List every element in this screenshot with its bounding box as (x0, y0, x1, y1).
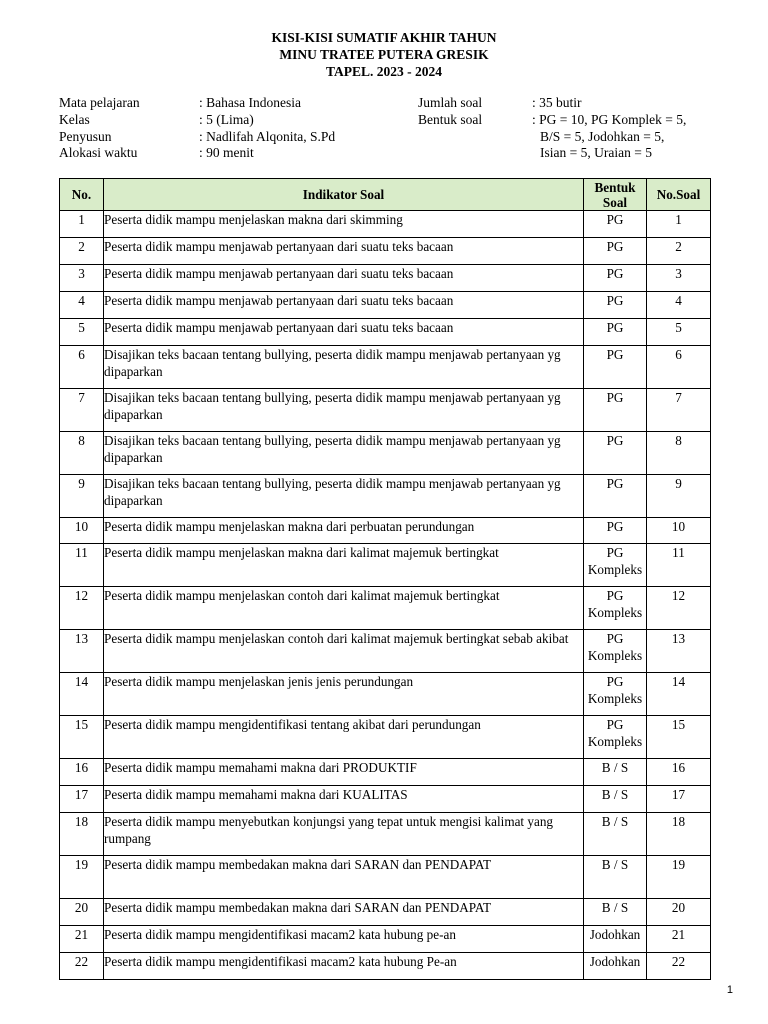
row-no: 5 (60, 319, 104, 346)
header-bentuk-line1: Bentuk (594, 179, 636, 195)
row-indikator: Peserta didik mampu mengidentifikasi tentang akibat dari perundungan (104, 716, 584, 759)
header-bentuk-line2: Soal (602, 194, 628, 210)
row-bentuk: PG (584, 518, 647, 544)
row-nosoal: 16 (647, 759, 711, 786)
row-indikator: Peserta didik mampu menjelaskan makna dari skimming (104, 211, 584, 238)
table-row (60, 544, 711, 587)
alokasi-label: Alokasi waktu (59, 145, 138, 160)
row-bentuk: PG Kompleks (584, 587, 647, 630)
doc-title-line2: MINU TRATEE PUTERA GRESIK (279, 47, 489, 62)
table-row (60, 346, 711, 389)
row-bentuk: B / S (584, 856, 647, 899)
row-no: 22 (60, 953, 104, 980)
row-indikator: Disajikan teks bacaan tentang bullying, peserta didik mampu menjawab pertanyaan yg dipaparkan (104, 389, 584, 432)
row-nosoal: 8 (647, 432, 711, 475)
row-no: 7 (60, 389, 104, 432)
row-indikator: Peserta didik mampu menjelaskan makna dari perbuatan perundungan (104, 518, 584, 544)
row-bentuk: PG (584, 432, 647, 475)
header-indikator: Indikator Soal (104, 179, 584, 211)
row-nosoal: 7 (647, 389, 711, 432)
row-bentuk: B / S (584, 759, 647, 786)
doc-title-line3: TAPEL. 2023 - 2024 (325, 64, 442, 79)
row-no: 10 (60, 518, 104, 544)
penyusun-label: Penyusun (59, 129, 112, 144)
row-indikator: Peserta didik mampu menjawab pertanyaan dari suatu teks bacaan (104, 319, 584, 346)
row-nosoal: 20 (647, 899, 711, 926)
table-row (60, 759, 711, 786)
row-no: 20 (60, 899, 104, 926)
header-no: No. (60, 179, 104, 211)
row-indikator: Peserta didik mampu menjawab pertanyaan dari suatu teks bacaan (104, 292, 584, 319)
row-no: 3 (60, 265, 104, 292)
bentuk-value-line3: Isian = 5, Uraian = 5 (540, 145, 652, 160)
mapel-label: Mata pelajaran (59, 95, 140, 110)
bentuk-label: Bentuk soal (418, 112, 483, 127)
row-bentuk: PG (584, 238, 647, 265)
alokasi-value: : 90 menit (199, 145, 254, 160)
row-nosoal: 17 (647, 786, 711, 813)
row-bentuk: PG Kompleks (584, 544, 647, 587)
table-row (60, 856, 711, 899)
row-no: 12 (60, 587, 104, 630)
row-bentuk: B / S (584, 899, 647, 926)
row-no: 1 (60, 211, 104, 238)
row-no: 21 (60, 926, 104, 953)
table-row (60, 389, 711, 432)
table-row (60, 716, 711, 759)
table-row (60, 813, 711, 856)
row-no: 13 (60, 630, 104, 673)
table-row (60, 518, 711, 544)
row-indikator: Peserta didik mampu mengidentifikasi macam2 kata hubung Pe-an (104, 953, 584, 980)
table-row (60, 319, 711, 346)
row-bentuk: PG (584, 211, 647, 238)
table-row (60, 899, 711, 926)
header-bentuk (584, 179, 647, 211)
row-no: 9 (60, 475, 104, 518)
header-nosoal: No.Soal (647, 179, 711, 211)
jumlah-value: : 35 butir (532, 95, 582, 110)
row-bentuk: B / S (584, 786, 647, 813)
row-nosoal: 5 (647, 319, 711, 346)
penyusun-value: : Nadlifah Alqonita, S.Pd (199, 129, 336, 144)
row-nosoal: 22 (647, 953, 711, 980)
row-indikator: Disajikan teks bacaan tentang bullying, peserta didik mampu menjawab pertanyaan yg dipaparkan (104, 475, 584, 518)
row-indikator: Peserta didik mampu membedakan makna dari SARAN dan PENDAPAT (104, 856, 584, 899)
row-nosoal: 3 (647, 265, 711, 292)
row-indikator: Peserta didik mampu memahami makna dari KUALITAS (104, 786, 584, 813)
jumlah-label: Jumlah soal (418, 95, 483, 110)
row-bentuk: PG Kompleks (584, 630, 647, 673)
row-no: 14 (60, 673, 104, 716)
row-indikator: Peserta didik mampu mengidentifikasi macam2 kata hubung pe-an (104, 926, 584, 953)
row-indikator: Peserta didik mampu menjawab pertanyaan dari suatu teks bacaan (104, 238, 584, 265)
row-no: 15 (60, 716, 104, 759)
table-row (60, 432, 711, 475)
row-no: 6 (60, 346, 104, 389)
row-bentuk: PG (584, 346, 647, 389)
row-no: 8 (60, 432, 104, 475)
table-row (60, 630, 711, 673)
row-no: 11 (60, 544, 104, 587)
row-nosoal: 12 (647, 587, 711, 630)
row-bentuk: PG (584, 389, 647, 432)
row-indikator: Peserta didik mampu menjelaskan contoh dari kalimat majemuk bertingkat sebab akibat (104, 630, 584, 673)
table-row (60, 475, 711, 518)
mapel-value: : Bahasa Indonesia (199, 95, 301, 110)
kelas-label: Kelas (59, 112, 90, 127)
row-no: 16 (60, 759, 104, 786)
row-nosoal: 2 (647, 238, 711, 265)
row-nosoal: 19 (647, 856, 711, 899)
row-nosoal: 6 (647, 346, 711, 389)
row-indikator: Peserta didik mampu menjelaskan contoh dari kalimat majemuk bertingkat (104, 587, 584, 630)
table-row (60, 211, 711, 238)
row-no: 2 (60, 238, 104, 265)
row-bentuk: B / S (584, 813, 647, 856)
row-no: 19 (60, 856, 104, 899)
row-nosoal: 14 (647, 673, 711, 716)
row-bentuk: Jodohkan (584, 953, 647, 980)
table-row (60, 926, 711, 953)
doc-title-line1: KISI-KISI SUMATIF AKHIR TAHUN (271, 30, 497, 45)
row-bentuk: PG Kompleks (584, 673, 647, 716)
table-row (60, 238, 711, 265)
row-nosoal: 9 (647, 475, 711, 518)
row-bentuk: PG (584, 319, 647, 346)
row-bentuk: PG (584, 265, 647, 292)
row-nosoal: 1 (647, 211, 711, 238)
bentuk-value-line2: B/S = 5, Jodohkan = 5, (540, 129, 665, 144)
row-indikator: Disajikan teks bacaan tentang bullying, peserta didik mampu menjawab pertanyaan yg dipaparkan (104, 432, 584, 475)
row-nosoal: 18 (647, 813, 711, 856)
row-indikator: Peserta didik mampu memahami makna dari PRODUKTIF (104, 759, 584, 786)
row-no: 4 (60, 292, 104, 319)
bentuk-value-line1: : PG = 10, PG Komplek = 5, (532, 112, 687, 127)
row-indikator: Peserta didik mampu menyebutkan konjungsi yang tepat untuk mengisi kalimat yang rumpang (104, 813, 584, 856)
row-nosoal: 13 (647, 630, 711, 673)
row-indikator: Peserta didik mampu menjelaskan makna dari kalimat majemuk bertingkat (104, 544, 584, 587)
row-bentuk: Jodohkan (584, 926, 647, 953)
table-row (60, 673, 711, 716)
row-indikator: Peserta didik mampu membedakan makna dari SARAN dan PENDAPAT (104, 899, 584, 926)
table-header-row (60, 179, 711, 211)
table-row (60, 587, 711, 630)
row-indikator: Peserta didik mampu menjelaskan jenis jenis perundungan (104, 673, 584, 716)
row-indikator: Disajikan teks bacaan tentang bullying, peserta didik mampu menjawab pertanyaan yg dipaparkan (104, 346, 584, 389)
row-indikator: Peserta didik mampu menjawab pertanyaan dari suatu teks bacaan (104, 265, 584, 292)
kelas-value: : 5 (Lima) (199, 112, 254, 127)
table-row (60, 953, 711, 980)
row-bentuk: PG Kompleks (584, 716, 647, 759)
row-nosoal: 21 (647, 926, 711, 953)
row-bentuk: PG (584, 292, 647, 319)
table-row (60, 292, 711, 319)
row-bentuk: PG (584, 475, 647, 518)
kisi-kisi-table (59, 178, 711, 980)
row-nosoal: 15 (647, 716, 711, 759)
row-nosoal: 4 (647, 292, 711, 319)
row-no: 17 (60, 786, 104, 813)
table-row (60, 265, 711, 292)
row-nosoal: 10 (647, 518, 711, 544)
row-no: 18 (60, 813, 104, 856)
row-nosoal: 11 (647, 544, 711, 587)
table-row (60, 786, 711, 813)
page-number: 1 (726, 984, 733, 996)
